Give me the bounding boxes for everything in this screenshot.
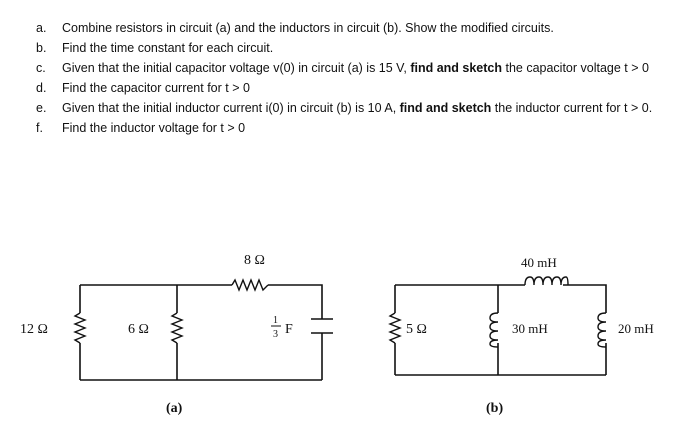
question-letter: f. [36,121,43,135]
resistor-8-ohm [232,280,268,290]
question-text: Find the inductor voltage for t > 0 [62,121,246,135]
wire [563,285,606,313]
question-letter: d. [36,81,47,95]
l-right-label: 20 mH [618,321,654,336]
question-text: Given that the initial inductor current i(0) in circuit (b) is 10 A, find and sketch the inductor current for t > 0. [62,101,653,115]
question-text: Combine resistors in circuit (a) and the inductors in circuit (b). Show the modified circuits. [62,21,554,35]
question-letter: b. [36,41,47,55]
resistor-5-ohm [390,313,400,343]
r-top-label: 8 Ω [244,253,265,268]
wire [268,285,322,319]
cap-numerator: 1 [273,315,278,326]
resistor-6-ohm [172,313,182,343]
question-letter: a. [36,21,47,35]
inductor-20-mh [598,313,606,347]
inductor-30-mh [490,313,498,347]
r-left-label: 12 Ω [20,322,48,337]
caption-b: (b) [486,401,504,416]
circuit-a [20,253,333,416]
question-letter: c. [36,61,46,75]
l-mid-label: 30 mH [512,321,548,336]
question-text: Given that the initial capacitor voltage v(0) in circuit (a) is 15 V, find and sketch the capacitor voltage t > 0 [62,61,649,75]
emphasis: find and sketch [399,101,492,115]
resistor-12-ohm [75,313,85,343]
r-left-label-b: 5 Ω [406,322,427,337]
caption-a: (a) [166,401,183,416]
l-top-label: 40 mH [521,255,557,270]
question-text: Find the time constant for each circuit. [62,41,274,55]
cap-denominator: 3 [273,329,278,340]
emphasis: find and sketch [410,61,502,75]
inductor-40-mh [525,277,568,285]
question-text: Find the capacitor current for t > 0 [62,81,250,95]
circuit-b [390,255,654,416]
r-mid-label: 6 Ω [128,322,149,337]
cap-unit: F [285,322,293,337]
question-letter: e. [36,101,47,115]
